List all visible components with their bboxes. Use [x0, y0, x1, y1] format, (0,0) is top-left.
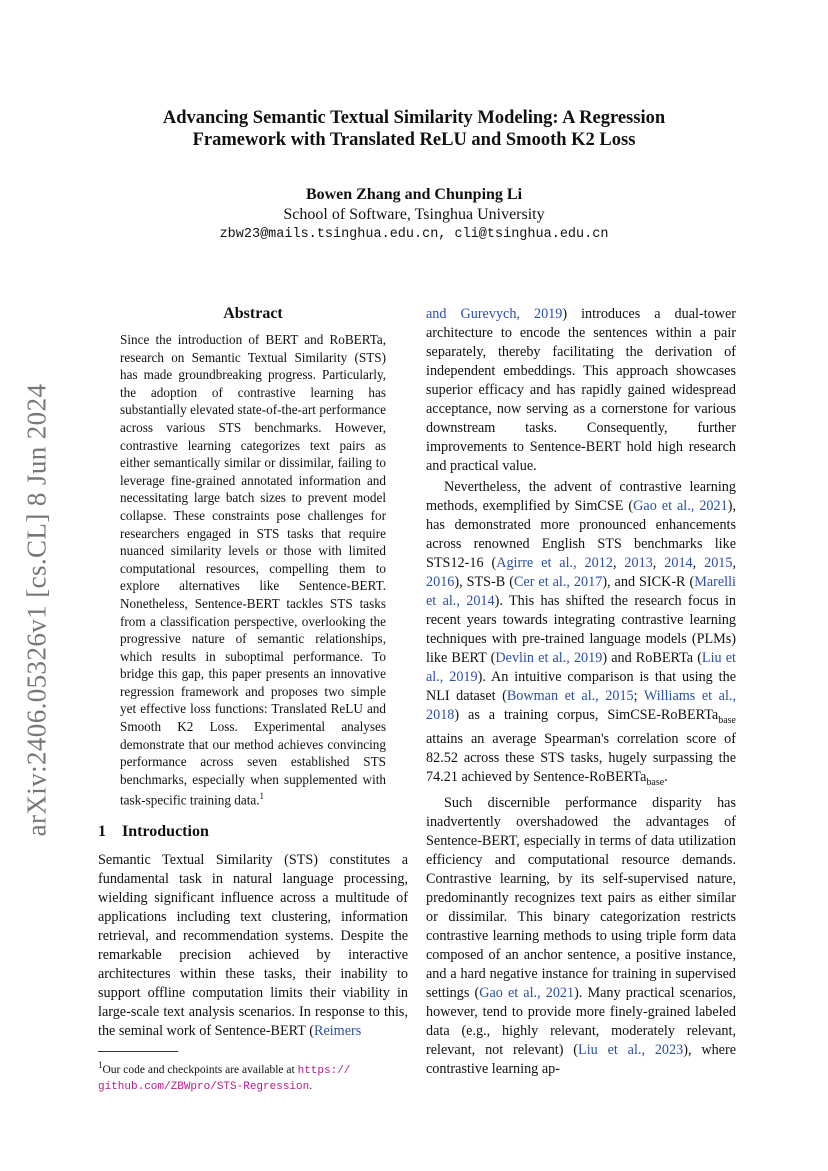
- abstract-text: [120, 331, 386, 809]
- title-line-1: Advancing Semantic Textual Similarity Modeling: A Regression: [162, 108, 666, 128]
- paragraph-text: .: [664, 768, 668, 785]
- section-title: Introduction: [122, 823, 209, 841]
- right-paragraph-3: [426, 794, 736, 1079]
- citation-link[interactable]: 2015: [704, 555, 733, 571]
- right-paragraph-2: [426, 478, 736, 792]
- intro-paragraph-text: Semantic Textual Similarity (STS) constitutes a fundamental task in natural language processing, wielding significant influence across a multitude of applications including text clustering, information retrieval, and recommendation systems. Despite the remarkable precision achieved by interactive architectures within these tasks, their inability to support offline computation limits their viability in large-scale text analysis scenarios. In response to this, the seminal work of Sentence-BERT (: [98, 852, 408, 1040]
- author-names: Bowen Zhang and Chunping Li: [305, 186, 523, 203]
- author-emails: zbw23@mails.tsinghua.edu.cn, cli@tsinghua.edu.cn: [219, 227, 609, 242]
- paragraph-text: ), where contrastive learning ap-: [426, 1041, 736, 1077]
- citation-link[interactable]: Gao et al., 2021: [633, 498, 728, 514]
- citation-link[interactable]: 2016: [426, 574, 455, 590]
- paragraph-text: ), and SICK-R (: [602, 574, 695, 590]
- citation-link[interactable]: Liu et al., 2019: [426, 650, 736, 685]
- paragraph-text: ). This has shifted the research focus in recent years towards integrating contrastive learning techniques with pre-trained language models (PLMs) like BERT (: [426, 593, 736, 666]
- citation-link[interactable]: Bowman et al., 2015: [506, 688, 634, 704]
- paragraph-text: ) as a training corpus, SimCSE-RoBERTa: [454, 707, 719, 723]
- citation-link[interactable]: Williams et al., 2018: [426, 688, 736, 723]
- arxiv-identifier: arXiv:2406.05326v1 [cs.CL] 8 Jun 2024: [21, 383, 52, 837]
- footnote: [98, 1058, 408, 1095]
- paragraph-text: attains an average Spearman's correlation score of 82.52 across these STS tasks, hugely surpassing the 74.21 achieved by Sentence-RoBERTa: [426, 730, 736, 785]
- intro-paragraph-1: [98, 851, 408, 1041]
- citation-link[interactable]: Marelli et al., 2014: [426, 574, 736, 609]
- citation-link[interactable]: and Gurevych, 2019: [426, 306, 563, 322]
- abstract-footnote-mark[interactable]: 1: [259, 791, 265, 802]
- citation-link[interactable]: Gao et al., 2021: [479, 984, 575, 1001]
- citation-link[interactable]: Cer et al., 2017: [513, 574, 603, 590]
- subscript: base: [646, 776, 665, 788]
- arxiv-sidebar-stamp: [14, 377, 60, 843]
- section-number: 1: [98, 823, 106, 841]
- citation-link[interactable]: 2013: [624, 555, 653, 571]
- abstract-heading: Abstract: [223, 305, 283, 322]
- paragraph-text: ), STS-B (: [454, 574, 514, 590]
- paragraph-text: ,: [732, 555, 737, 571]
- paragraph-text: Such discernible performance disparity has inadvertently overshadowed the advantages of Sentence-BERT, especially in terms of data utilization efficiency and computational resource demands. Contrastive learning, by its self-supervised nature, predominantly recognizes text pairs as either similar or dissimilar. This binary categorization restricts contrastive learning methods to using triple form data composed of an anchor sentence, a positive instance, and a hard negative instance for training in supervised settings (: [426, 794, 736, 1001]
- left-column: [98, 305, 408, 1095]
- paragraph-text: ,: [652, 555, 665, 571]
- paragraph-text: ). An intuitive comparison is that using the NLI dataset (: [426, 669, 736, 704]
- footnote-url-part-2[interactable]: github.com/ZBWpro/STS-Regression: [98, 1081, 310, 1094]
- paragraph-text: ,: [692, 555, 705, 571]
- subscript: base: [718, 714, 736, 726]
- author-block: [100, 185, 728, 245]
- paragraph-text: ,: [612, 555, 625, 571]
- citation-link[interactable]: Reimers: [313, 1023, 362, 1040]
- citation-link[interactable]: Liu et al., 2023: [578, 1041, 684, 1058]
- footnote-end: .: [309, 1080, 313, 1093]
- paragraph-text: Nevertheless, the advent of contrastive learning methods, exemplified by SimCSE (: [426, 479, 736, 514]
- footnote-url-part-1[interactable]: https://: [297, 1065, 351, 1078]
- paragraph-text: ) and RoBERTa (: [602, 650, 702, 666]
- paragraph-text: ;: [633, 688, 644, 704]
- paragraph-text: ). Many practical scenarios, however, tend to provide more finely-grained labeled data (e.g., highly relevant, moderately relevant, relevant, not relevant) (: [426, 984, 736, 1058]
- citation-link[interactable]: 2014: [664, 555, 693, 571]
- abstract-body: Since the introduction of BERT and RoBERTa, research on Semantic Textual Similarity (STS) has made groundbreaking progress. Particularly, the adoption of contrastive learning has substantially elevated state-of-the-art performance across various STS benchmarks. However, contrastive learning categorizes text pairs as either semantically similar or dissimilar, failing to leverage fine-grained annotated information and necessitating large batch sizes to prevent model collapse. These constraints pose challenges for researchers engaged in STS tasks that require nuanced similarity levels or those with limited computational resources, compelling them to explore alternatives like Sentence-BERT. Nonetheless, Sentence-BERT tackles STS tasks from a classification perspective, overlooking the progressive nature of semantic relationships, which results in suboptimal performance. To bridge this gap, this paper presents an innovative regression framework and proposes two simple yet effective loss functions: Translated ReLU and Smooth K2 Loss. Experimental analyses demonstrate that our method achieves convincing performance across seven established STS benchmarks, especially when supplemented with task-specific training data.: [120, 332, 386, 808]
- citation-link[interactable]: Agirre et al., 2012: [496, 555, 613, 571]
- right-column: [426, 305, 736, 1079]
- paragraph-text: ) introduces a dual-tower architecture to encode the sentences within a pair separately, thereby facilitating the derivation of independent embeddings. This approach showcases superior efficacy and has rapidly gained widespread acceptance, now serving as a cornerstone for various downstream tasks. Consequently, further improvements to Sentence-BERT hold high research and practical value.: [426, 306, 736, 474]
- footnote-text: Our code and checkpoints are available at: [102, 1064, 298, 1077]
- affiliation: School of Software, Tsinghua University: [283, 206, 545, 223]
- footnote-rule: [98, 1051, 178, 1052]
- footnote-mark: 1: [98, 1060, 103, 1071]
- title-line-2: Framework with Translated ReLU and Smooth K2 Loss: [192, 130, 636, 150]
- citation-link[interactable]: Devlin et al., 2019: [495, 650, 603, 666]
- right-paragraph-1: [426, 305, 736, 476]
- section-heading-introduction: [98, 823, 408, 841]
- paragraph-text: ), has demonstrated more pronounced enhancements across renowned English STS benchmarks like STS12-16 (: [426, 498, 736, 571]
- paper-title: [100, 107, 728, 151]
